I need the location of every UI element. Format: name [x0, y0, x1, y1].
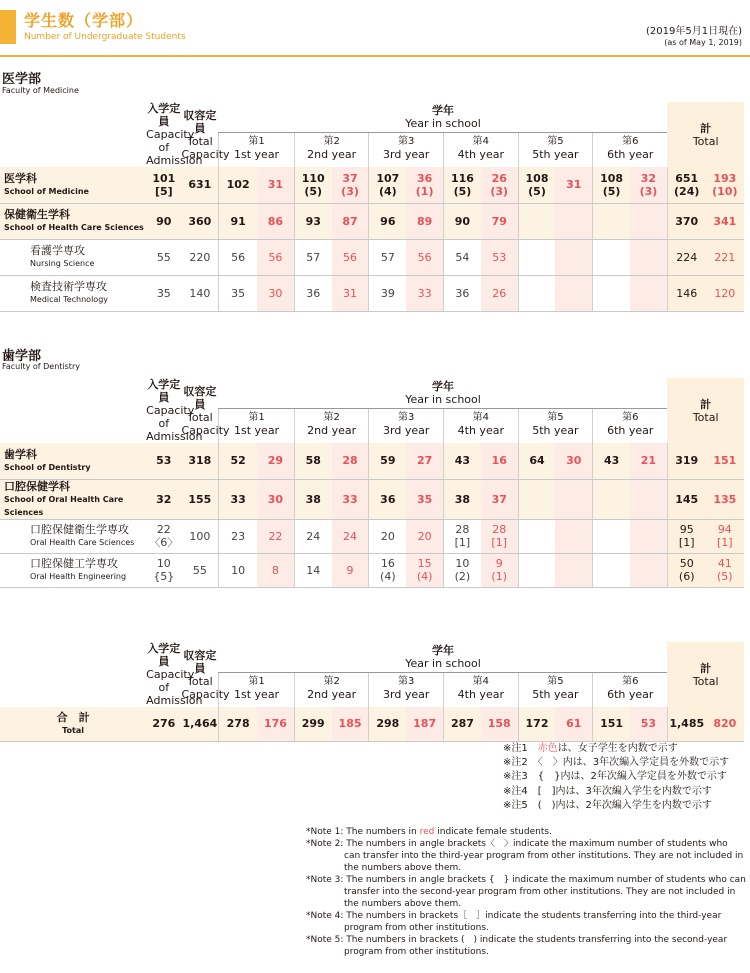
year-female-cell: 35	[406, 479, 443, 519]
year-female-cell	[555, 479, 592, 519]
year-total-cell: 57	[369, 239, 406, 275]
year-total-cell	[593, 519, 630, 553]
row-label: 保健衛生学科 School of Health Care Sciences	[0, 203, 146, 239]
year-female-cell: 27	[406, 443, 443, 479]
year-female-cell: 30	[257, 479, 294, 519]
year-total-cell: 24	[294, 519, 331, 553]
year-total-cell: 36	[369, 479, 406, 519]
grand-capacity: 1,464	[181, 707, 218, 741]
total-female-cell: 151	[706, 443, 744, 479]
total-female-cell: 135	[706, 479, 744, 519]
grand-year-female: 158	[481, 707, 518, 741]
den-row	[0, 553, 744, 587]
year-total-cell: 33	[219, 479, 257, 519]
note-jp-4: ※注4 [ ]内は、3年次編入学生を内数で示す	[503, 785, 712, 797]
den-col-year-6: 第6 6th year	[593, 409, 668, 440]
year-female-cell	[630, 275, 667, 311]
med-col-year-6: 第6 6th year	[593, 133, 668, 164]
tot-col-year-1: 第1 1st year	[219, 673, 295, 704]
tot-col-total: 計 Total	[667, 642, 744, 707]
year-total-cell: 107 (4)	[369, 167, 406, 203]
year-total-cell	[518, 519, 555, 553]
year-total-cell: 36	[294, 275, 331, 311]
year-total-cell: 116 (5)	[444, 167, 481, 203]
note-en-3: *Note 3: The numbers in angle brackets { } indicate the maximum number of students who can transfer into the second-year program from other institutions. They are not included in the numbers above them.	[306, 875, 746, 909]
med-col-year-4: 第4 4th year	[444, 133, 519, 164]
admission-cell: 90	[146, 203, 181, 239]
year-total-cell: 14	[294, 553, 331, 587]
med-col-year-1: 第1 1st year	[219, 133, 295, 164]
year-total-cell: 64	[518, 443, 555, 479]
medicine-table	[0, 102, 744, 312]
den-col-admission: 入学定員 Capacity of Admission	[146, 378, 203, 443]
year-female-cell: 56	[257, 239, 294, 275]
year-female-cell	[555, 519, 592, 553]
grand-year-total: 172	[518, 707, 555, 741]
capacity-cell: 631	[181, 167, 218, 203]
med-col-year-5: 第5 5th year	[518, 133, 593, 164]
admission-cell: 55	[146, 239, 181, 275]
year-female-cell: 16	[481, 443, 518, 479]
year-female-cell: 8	[257, 553, 294, 587]
total-cell: 224	[667, 239, 705, 275]
year-total-cell: 91	[219, 203, 257, 239]
row-label: 医学科 School of Medicine	[0, 167, 146, 203]
grand-year-total: 151	[593, 707, 630, 741]
year-total-cell: 59	[369, 443, 406, 479]
year-female-cell	[555, 553, 592, 587]
year-female-cell: 9 (1)	[481, 553, 518, 587]
year-total-cell: 43	[593, 443, 630, 479]
year-total-cell: 108 (5)	[593, 167, 630, 203]
year-female-cell: 26	[481, 275, 518, 311]
year-female-cell	[555, 203, 592, 239]
year-female-cell: 53	[481, 239, 518, 275]
date-en: (as of May 1, 2019)	[664, 38, 742, 47]
year-total-cell	[518, 239, 555, 275]
page-title: 学生数（学部）	[24, 11, 144, 30]
year-female-cell: 31	[332, 275, 369, 311]
year-female-cell: 89	[406, 203, 443, 239]
grand-year-total: 287	[444, 707, 481, 741]
year-female-cell: 87	[332, 203, 369, 239]
year-female-cell: 30	[555, 443, 592, 479]
grand-total-label: 合 計 Total	[0, 707, 146, 741]
year-total-cell	[518, 203, 555, 239]
med-row	[0, 275, 744, 311]
year-total-cell: 16 (4)	[369, 553, 406, 587]
year-total-cell: 36	[444, 275, 481, 311]
grand-year-female: 185	[332, 707, 369, 741]
medicine-title: 医学部	[2, 72, 42, 87]
medicine-subtitle: Faculty of Medicine	[2, 86, 79, 95]
capacity-cell: 140	[181, 275, 218, 311]
med-col-year-2: 第2 2nd year	[294, 133, 369, 164]
year-total-cell	[593, 275, 630, 311]
total-cell: 50 (6)	[667, 553, 705, 587]
year-female-cell: 20	[406, 519, 443, 553]
total-cell: 370	[667, 203, 705, 239]
year-total-cell: 10 (2)	[444, 553, 481, 587]
den-row	[0, 519, 744, 553]
year-female-cell: 30	[257, 275, 294, 311]
den-row	[0, 443, 744, 479]
year-female-cell	[555, 275, 592, 311]
total-female-cell: 221	[706, 239, 744, 275]
tot-col-year-5: 第5 5th year	[518, 673, 593, 704]
year-total-cell: 35	[219, 275, 257, 311]
admission-cell: 32	[146, 479, 181, 519]
year-female-cell	[555, 239, 592, 275]
total-cell: 319	[667, 443, 705, 479]
row-label: 検査技術学専攻 Medical Technology	[0, 275, 146, 311]
den-col-year: 学年 Year in school	[219, 378, 668, 409]
total-cell: 146	[667, 275, 705, 311]
year-total-cell	[593, 239, 630, 275]
year-female-cell: 31	[257, 167, 294, 203]
capacity-cell: 360	[181, 203, 218, 239]
tot-col-year-6: 第6 6th year	[593, 673, 668, 704]
note-jp-1: ※注1 赤色は、女子学生を内数で示す	[503, 743, 678, 754]
row-label: 口腔保健学科 School of Oral Health Care Sciences	[0, 479, 146, 519]
year-female-cell: 56	[406, 239, 443, 275]
notes-en	[306, 826, 746, 958]
total-female-cell: 193 (10)	[706, 167, 744, 203]
year-total-cell: 56	[219, 239, 257, 275]
notes-jp	[503, 742, 729, 813]
admission-cell: 53	[146, 443, 181, 479]
year-female-cell	[630, 203, 667, 239]
med-col-year-3: 第3 3rd year	[369, 133, 444, 164]
year-female-cell: 32 (3)	[630, 167, 667, 203]
tot-col-year: 学年 Year in school	[219, 642, 668, 673]
total-female-cell: 94 [1]	[706, 519, 744, 553]
year-total-cell: 110 (5)	[294, 167, 331, 203]
year-female-cell: 29	[257, 443, 294, 479]
capacity-cell: 55	[181, 553, 218, 587]
year-female-cell: 26 (3)	[481, 167, 518, 203]
dentistry-title: 歯学部	[2, 349, 42, 364]
year-female-cell: 24	[332, 519, 369, 553]
year-total-cell: 96	[369, 203, 406, 239]
year-total-cell: 23	[219, 519, 257, 553]
total-female-cell: 120	[706, 275, 744, 311]
capacity-cell: 155	[181, 479, 218, 519]
den-col-year-4: 第4 4th year	[444, 409, 519, 440]
year-female-cell: 56	[332, 239, 369, 275]
grand-year-female: 61	[555, 707, 592, 741]
grand-year-female: 176	[257, 707, 294, 741]
total-female-cell: 41 (5)	[706, 553, 744, 587]
note-jp-5: ※注5 ( )内は、2年次編入学生を内数で示す	[503, 799, 712, 811]
note-en-4: *Note 4: The numbers in brackets［ ］indicate the students transferring into the third-year program from other institutions.	[306, 911, 722, 933]
med-row	[0, 239, 744, 275]
year-total-cell: 93	[294, 203, 331, 239]
year-total-cell: 90	[444, 203, 481, 239]
year-female-cell	[630, 239, 667, 275]
year-total-cell	[593, 203, 630, 239]
year-total-cell	[518, 479, 555, 519]
year-female-cell: 28 [1]	[481, 519, 518, 553]
note-en-2: *Note 2: The numbers in angle brackets〈 〉indicate the maximum number of students who can transfer into the third-year program from other institutions. They are not included in the numbers above them.	[306, 839, 744, 873]
total-cell: 95 [1]	[667, 519, 705, 553]
med-col-total: 計 Total	[667, 102, 744, 167]
grand-year-female: 187	[406, 707, 443, 741]
den-col-year-3: 第3 3rd year	[369, 409, 444, 440]
year-total-cell: 38	[444, 479, 481, 519]
grand-total-female: 820	[706, 707, 744, 741]
date-jp: (2019年5月1日現在)	[646, 26, 742, 37]
grand-admission: 276	[146, 707, 181, 741]
dentistry-subtitle: Faculty of Dentistry	[2, 362, 80, 371]
dentistry-table	[0, 378, 744, 588]
year-total-cell: 39	[369, 275, 406, 311]
row-label: 口腔保健衛生学専攻 Oral Health Care Sciences	[0, 519, 146, 553]
year-female-cell: 15 (4)	[406, 553, 443, 587]
tot-col-admission: 入学定員 Capacity of Admission	[146, 642, 203, 707]
row-label: 口腔保健工学専攻 Oral Health Engineering	[0, 553, 146, 587]
note-jp-3: ※注3 { }内は、2年次編入学定員を外数で示す	[503, 771, 727, 783]
year-female-cell: 28	[332, 443, 369, 479]
year-total-cell	[593, 479, 630, 519]
year-female-cell	[630, 553, 667, 587]
header-accent-bar	[0, 10, 16, 44]
tot-col-year-2: 第2 2nd year	[294, 673, 369, 704]
year-total-cell: 108 (5)	[518, 167, 555, 203]
grand-total-table	[0, 642, 744, 742]
year-female-cell: 37	[481, 479, 518, 519]
tot-col-year-3: 第3 3rd year	[369, 673, 444, 704]
row-label: 看護学専攻 Nursing Science	[0, 239, 146, 275]
year-female-cell: 31	[555, 167, 592, 203]
den-col-year-1: 第1 1st year	[219, 409, 295, 440]
capacity-cell: 220	[181, 239, 218, 275]
admission-cell: 22 〈6〉	[146, 519, 181, 553]
den-col-capacity: 収容定員 Total Capacity	[181, 384, 230, 437]
med-row	[0, 167, 744, 203]
admission-cell: 35	[146, 275, 181, 311]
den-col-total: 計 Total	[667, 378, 744, 443]
year-total-cell	[518, 275, 555, 311]
admission-cell: 10 {5}	[146, 553, 181, 587]
capacity-cell: 318	[181, 443, 218, 479]
grand-year-total: 278	[219, 707, 257, 741]
capacity-cell: 100	[181, 519, 218, 553]
den-col-year-2: 第2 2nd year	[294, 409, 369, 440]
med-row	[0, 203, 744, 239]
year-total-cell: 43	[444, 443, 481, 479]
tot-col-year-4: 第4 4th year	[444, 673, 519, 704]
year-total-cell	[593, 553, 630, 587]
year-total-cell: 52	[219, 443, 257, 479]
total-female-cell: 341	[706, 203, 744, 239]
grand-total: 1,485	[667, 707, 705, 741]
row-label: 歯学科 School of Dentistry	[0, 443, 146, 479]
year-total-cell: 10	[219, 553, 257, 587]
page-subtitle: Number of Undergraduate Students	[24, 32, 186, 42]
grand-year-female: 53	[630, 707, 667, 741]
tot-col-capacity: 収容定員 Total Capacity	[181, 648, 230, 701]
med-col-capacity: 収容定員 Total Capacity	[181, 108, 230, 161]
year-female-cell: 21	[630, 443, 667, 479]
grand-year-total: 298	[369, 707, 406, 741]
grand-total-row	[0, 707, 744, 741]
year-total-cell: 54	[444, 239, 481, 275]
note-jp-2: ※注2 〈 〉内は、3年次編入学定員を外数で示す	[503, 757, 730, 769]
year-total-cell: 28 [1]	[444, 519, 481, 553]
year-total-cell: 58	[294, 443, 331, 479]
year-female-cell	[630, 479, 667, 519]
year-female-cell: 86	[257, 203, 294, 239]
year-total-cell: 57	[294, 239, 331, 275]
header-divider	[0, 55, 750, 57]
year-female-cell: 9	[332, 553, 369, 587]
year-total-cell: 20	[369, 519, 406, 553]
admission-cell: 101 [5]	[146, 167, 181, 203]
year-female-cell: 22	[257, 519, 294, 553]
total-cell: 145	[667, 479, 705, 519]
year-female-cell: 37 (3)	[332, 167, 369, 203]
den-col-year-5: 第5 5th year	[518, 409, 593, 440]
med-col-admission: 入学定員 Capacity of Admission	[146, 102, 203, 167]
med-col-year: 学年 Year in school	[219, 102, 668, 133]
year-total-cell: 38	[294, 479, 331, 519]
year-female-cell: 33	[406, 275, 443, 311]
year-total-cell	[518, 553, 555, 587]
year-total-cell: 102	[219, 167, 257, 203]
grand-year-total: 299	[294, 707, 331, 741]
year-female-cell: 79	[481, 203, 518, 239]
note-en-5: *Note 5: The numbers in brackets ( ) indicate the students transferring into the second-year program from other institutions.	[306, 935, 728, 957]
year-female-cell: 33	[332, 479, 369, 519]
note-en-1: *Note 1: The numbers in red indicate female students.	[306, 827, 552, 837]
den-row	[0, 479, 744, 519]
total-cell: 651 (24)	[667, 167, 705, 203]
year-female-cell	[630, 519, 667, 553]
year-female-cell: 36 (1)	[406, 167, 443, 203]
